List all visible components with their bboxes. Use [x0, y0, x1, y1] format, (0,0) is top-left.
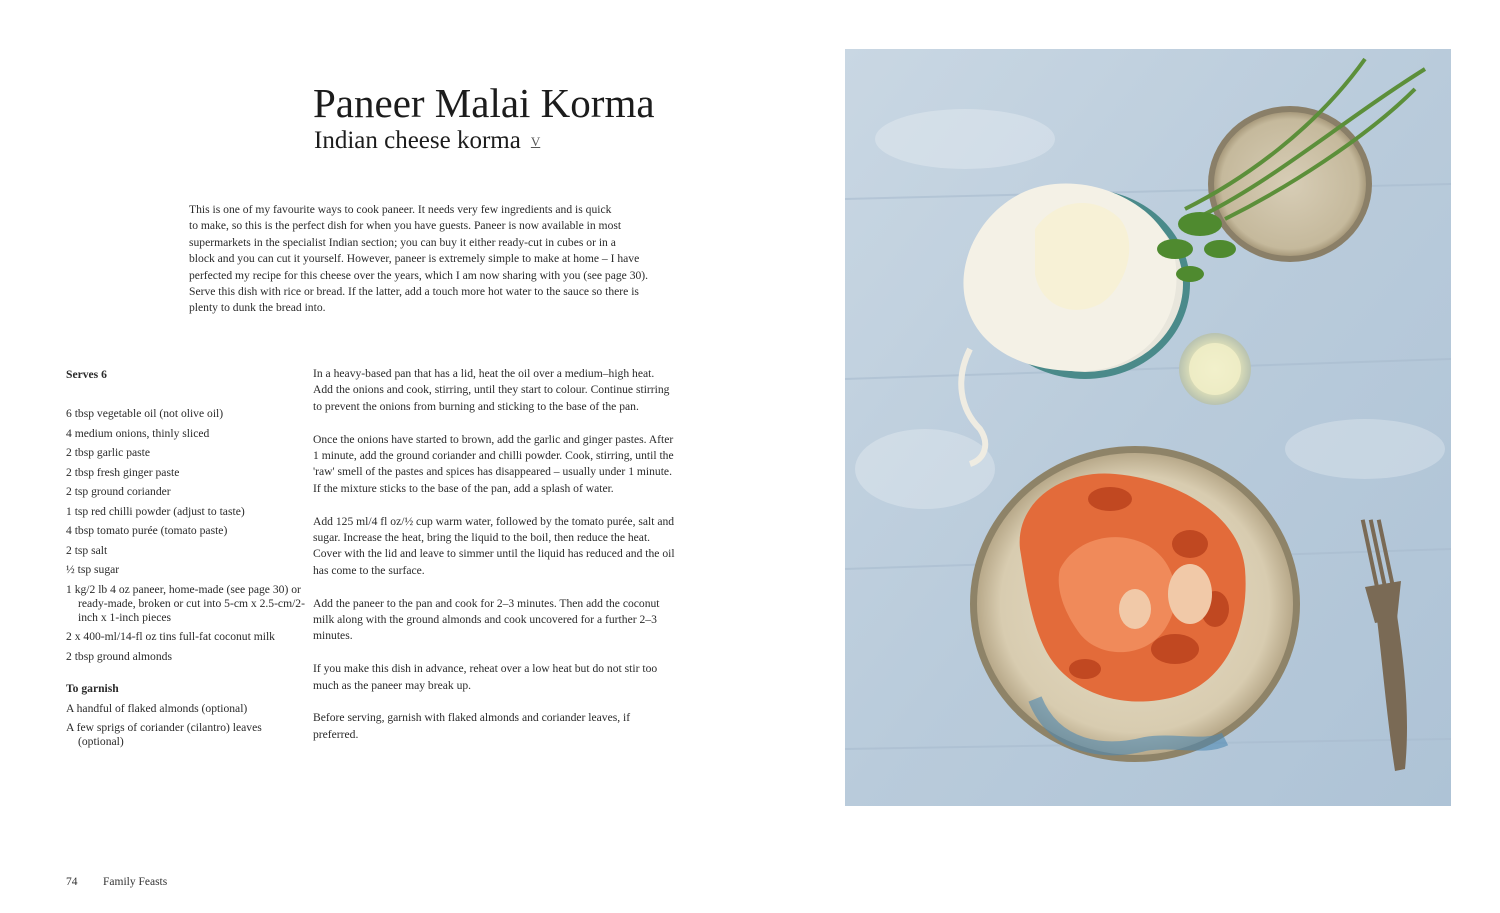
ingredient-item: 2 tbsp fresh ginger paste [66, 465, 180, 479]
dish-photo [845, 49, 1451, 806]
subtitle-text: Indian cheese korma [314, 127, 521, 154]
intro-line: supermarkets in the specialist Indian section; you can buy it either ready-cut in cubes or in a [189, 235, 616, 249]
ingredient-item: 2 tsp salt [66, 543, 108, 557]
method-step: In a heavy-based pan that has a lid, heat the oil over a medium–high heat. Add the onions and cook, stirring, until they start to colour. Continue stirring to prevent the onions from burning and sticking to the base of the pan. [313, 367, 670, 413]
intro-line: plenty to dunk the bread into. [189, 301, 326, 315]
intro-line: perfected my recipe for this cheese over the years, which I am now sharing with you (see page 30). [189, 268, 649, 282]
method-step: Once the onions have started to brown, add the garlic and ginger pastes. After 1 minute, add the ground coriander and chilli powder. Cook, stirring, until the 'raw' smell of the pastes and spices has disappeared – usually under 1 minute. If the mixture sticks to the base of the pan, add a splash of water. [313, 432, 674, 495]
ingredient-list [66, 407, 306, 664]
ingredient-item: 2 tsp ground coriander [66, 485, 171, 498]
ingredients-column [66, 368, 306, 755]
ingredient-item: ½ tsp sugar [66, 563, 120, 576]
ingredient-item: 2 tbsp garlic paste [66, 446, 151, 459]
section-name: Family Feasts [103, 876, 168, 888]
intro-line: Serve this dish with rice or bread. If the latter, add a touch more hot water to the sauce so there is [189, 285, 639, 299]
intro-line: to make, so this is the perfect dish for when you have guests. Paneer is now available in most [189, 219, 622, 233]
ingredient-item: 1 tsp red chilli powder (adjust to taste) [66, 504, 245, 518]
garnish-item: A few sprigs of coriander (cilantro) leaves (optional) [66, 721, 262, 748]
ingredient-item: 6 tbsp vegetable oil (not olive oil) [66, 407, 224, 420]
ingredient-item: 4 tbsp tomato purée (tomato paste) [66, 524, 228, 537]
ingredient-item: 2 x 400-ml/14-fl oz tins full-fat coconut milk [66, 630, 275, 643]
garnish-list [66, 702, 306, 750]
serves-label: Serves 6 [66, 368, 107, 381]
garnish-item: A handful of flaked almonds (optional) [66, 701, 248, 715]
method-column [313, 366, 675, 760]
ingredient-item: 4 medium onions, thinly sliced [66, 426, 210, 440]
method-step: Add the paneer to the pan and cook for 2–3 minutes. Then add the coconut milk along with the ground almonds and cook uncovered for a further 2–3 minutes. [313, 596, 660, 643]
ingredient-item: 2 tbsp ground almonds [66, 649, 172, 663]
intro-line: This is one of my favourite ways to cook paneer. It needs very few ingredients and is quick [189, 203, 612, 216]
method-step: Add 125 ml/4 fl oz/½ cup warm water, followed by the tomato purée, salt and sugar. Increase the heat, bring the liquid to the boil, then reduce the heat. Cover with the lid and leave to simmer until the liquid has reduced and the oil has come to the surface. [313, 514, 675, 577]
recipe-subtitle [314, 126, 540, 159]
recipe-title: Paneer Malai Korma [313, 80, 655, 126]
intro-line: block and you can cut it yourself. However, paneer is extremely simple to make at home – I have [189, 252, 640, 266]
intro-paragraph [189, 202, 669, 317]
method-step: Before serving, garnish with flaked almonds and coriander leaves, if preferred. [313, 711, 631, 741]
page-number: 74 [66, 876, 78, 888]
method-step: If you make this dish in advance, reheat over a low heat but do not stir too much as the paneer may break up. [313, 662, 658, 692]
vegetarian-mark: V [530, 134, 541, 149]
garnish-heading: To garnish [66, 681, 119, 695]
ingredient-item: 1 kg/2 lb 4 oz paneer, home-made (see page 30) or ready-made, broken or cut into 5-cm x 2.5-cm/2-inch x 1-inch pieces [66, 582, 305, 624]
